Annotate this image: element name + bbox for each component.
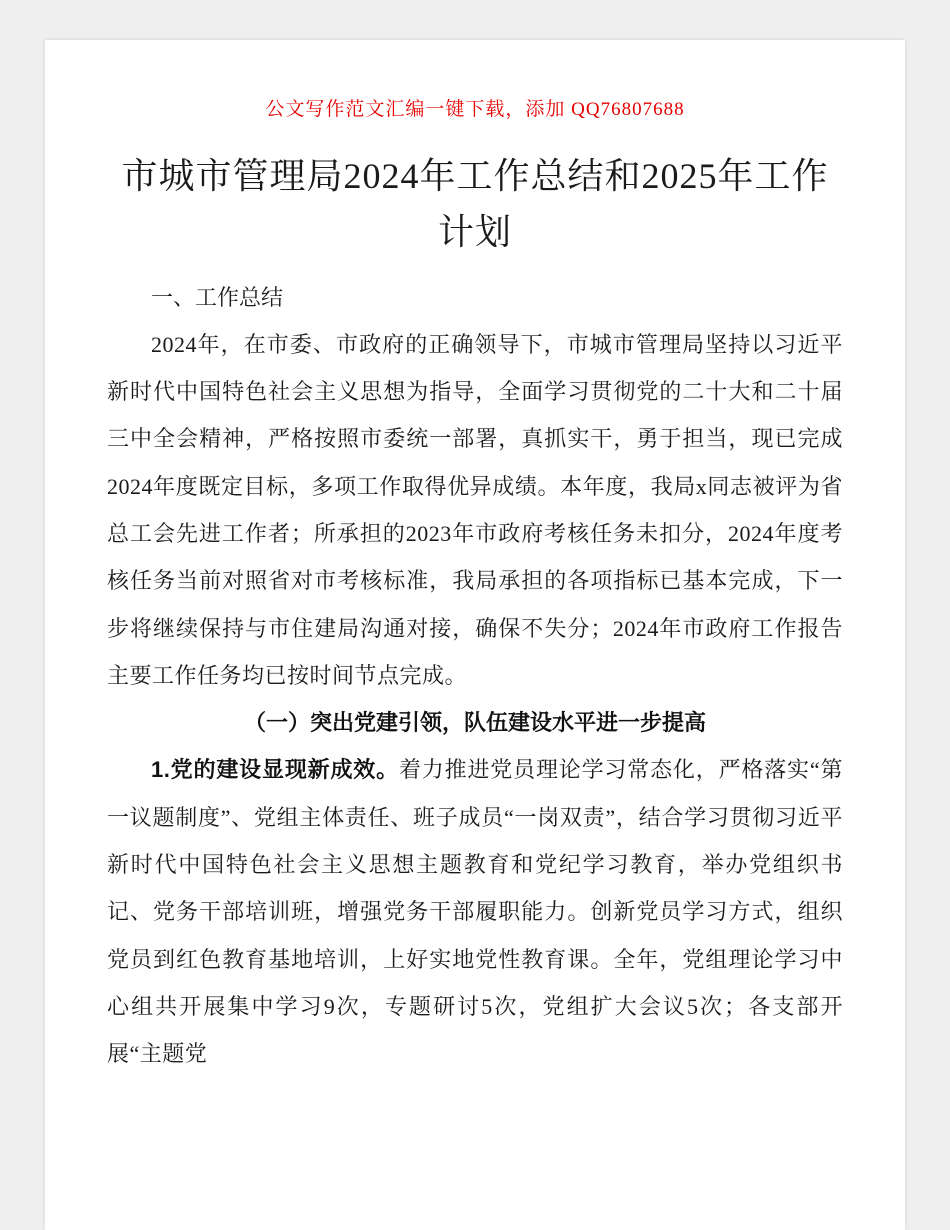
paragraph-party-building — [107, 746, 843, 1077]
subsection-heading-party-building: （一）突出党建引领，队伍建设水平进一步提高 — [243, 710, 706, 736]
paragraph-lead-bold: 1.党的建设显现新成效。 — [151, 757, 399, 783]
paragraph-overview: 2024年，在市委、市政府的正确领导下，市城市管理局坚持以习近平新时代中国特色社会主义思想为指导，全面学习贯彻党的二十大和二十届三中全会精神，严格按照市委统一部署，真抓实干，勇于担当，现已完成2024年度既定目标，多项工作取得优异成绩。本年度，我局x同志被评为省总工会先进工作者；所承担的2023年市政府考核任务未扣分，2024年度考核任务当前对照省对市考核标准，我局承担的各项指标已基本完成，下一步将继续保持与市住建局沟通对接，确保不失分；2024年市政府工作报告主要工作任务均已按时间节点完成。 — [107, 331, 843, 688]
paragraph-party-body-text: 着力推进党员理论学习常态化，严格落实“第一议题制度”、党组主体责任、班子成员“一岗双责”，结合学习贯彻习近平新时代中国特色社会主义思想主题教育和党纪学习教育，举办党组织书记、党务干部培训班，增强党务干部履职能力。创新党员学习方式，组织党员到红色教育基地培训，上好实地党性教育课。全年，党组理论学习中心组共开展集中学习9次，专题研讨5次，党组扩大会议5次；各支部开展“主题党 — [107, 757, 843, 1067]
promo-notice: 公文写作范文汇编一键下载，添加 QQ76807688 — [265, 99, 685, 120]
document-page — [45, 40, 905, 1230]
section-heading-work-summary: 一、工作总结 — [151, 284, 284, 310]
document-title: 市城市管理局2024年工作总结和2025年工作计划 — [121, 156, 829, 252]
